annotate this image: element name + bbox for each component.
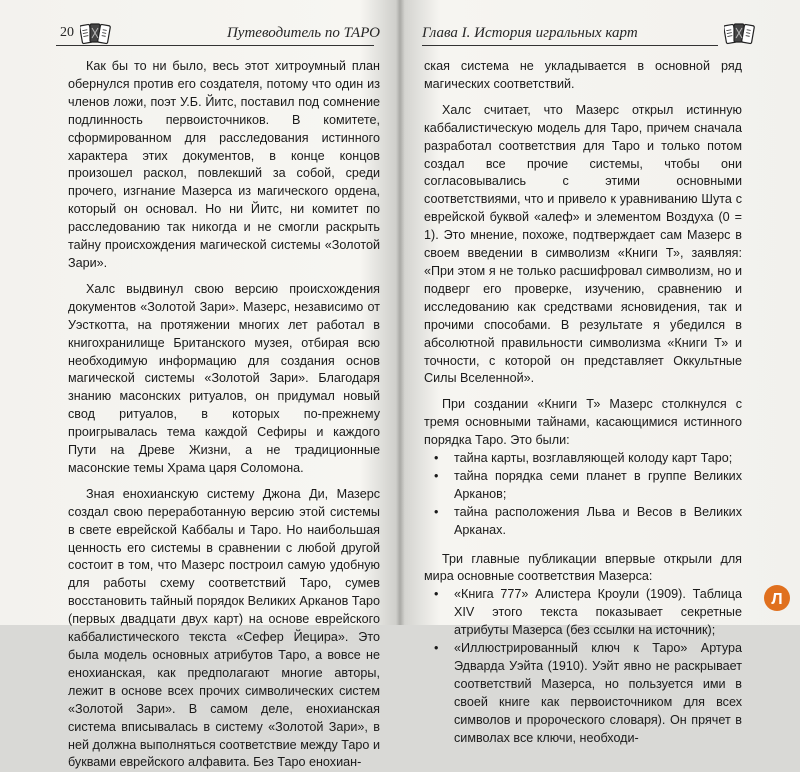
publisher-logo-icon — [762, 583, 792, 613]
left-body-text — [68, 58, 380, 772]
list-item: • тайна карты, возглавляющей колоду карт Таро; — [424, 450, 742, 468]
left-header-rule — [56, 45, 374, 46]
left-paragraph-2: Халс выдвинул свою версию происхождения документов «Золотой Зари». Мазерс, независимо от Уэсткотта, на протяжении многих лет работал в книгохранилище Британского музея, отбирая всю необходимую информацию для создания основ магической системы «Золотой Зари». Благодаря знанию масонских ритуалов, он придумал новый свод ритуалов, в которых по-прежнему проигрывалась тема каждой Сефиры и каждого Пути на Древе Жизни, а не традиционные масонские темы Храма царя Соломона. — [68, 281, 380, 475]
mysteries-list — [424, 450, 742, 540]
left-paragraph-3: Зная енохианскую систему Джона Ди, Мазерс создал свою переработанную версию этой системы в свете еврейской Каббалы и Таро. Но наибольшая ценность его системы в сравнении с любой другой состоит в том, что Мазерс построил самую удобную для работы схему соответствий Таро, сумев восстановить тайный порядок Великих Арканов Таро (первых двадцати двух карт) на основе еврейского каббалистического текста «Сефер Йецира». Это была модель основных атрибутов Таро, а вовсе не енохианская, как предполагают многие авторы, лежит в основе всех прочих символических систем «Золотой Зари». В самом деле, енохианская система вписывалась в систему «Золотой Зари», в ней должна выполняться соответствие между Таро и буквами еврейского алфавита. Без Таро енохиан- — [68, 486, 380, 770]
left-page-number: 20 — [60, 25, 74, 40]
logo-letter: Л — [771, 591, 783, 608]
publications-list — [424, 586, 742, 747]
right-continuation: ская система не укладывается в основной ряд магических соответствий. — [424, 59, 742, 91]
list-item: • «Книга 777» Алистера Кроули (1909). Таблица XIV этого текста показывает секретные атрибуты Мазерса (без ссылки на источник); — [424, 586, 742, 640]
tarot-cards-icon — [724, 22, 760, 46]
left-page — [0, 0, 398, 770]
right-running-title: Глава I. История игральных карт — [422, 25, 638, 41]
right-body-text — [424, 58, 742, 748]
right-paragraph-1: Халс считает, что Мазерс открыл истинную каббалистическую модель для Таро, причем сначала разработал соответствия для Таро и только потом создал все прочие системы, чтобы они согласовывались с этими основными соответствиями, что и привело к уравниванию Шута с еврейской буквой «алеф» и элементом Воздуха (0 = 1). Это мнение, похоже, подтверждает сам Мазерс в своем введении в символизм «Книги Т», заявляя: «При этом я не только расшифровал символизм, но и подверг его проверке, изучению, сравнению и исследованию как средствами ясновидения, так и прочими способами. В результате я убедился в абсолютной правильности символизма «Книги Т» и точности, с которой он представляет Оккультные Силы Вселенной». — [424, 102, 742, 386]
right-header-rule — [422, 45, 718, 46]
right-page — [402, 0, 800, 745]
list-item: • «Иллюстрированный ключ к Таро» Артура Эдварда Уэйта (1910). Уэйт явно не раскрывает соответствий Мазерса, но пользуется ими в своей книге как первоисточником для всех символов и пророческого словаря). Он прячет в символах все ключи, необходи- — [424, 640, 742, 747]
left-paragraph-1: Как бы то ни было, весь этот хитроумный план обернулся против его создателя, потому что один из членов ложи, поэт У.Б. Йитс, поставил под сомнение подлинность первоисточников. В комитете, сформированном для расследования истинного характера этих документов, в конце концов произошел раскол, повлекший за собой, среди прочего, изгнание Мазерса из магического ордена, который он основал. Но ни Йитс, ни комитет по расследованию так никогда и не смогли раскрыть тайну происхождения магической системы «Золотой Зари». — [68, 59, 380, 270]
right-paragraph-2: При создании «Книги Т» Мазерс столкнулся с тремя основными тайнами, касающимися истинного порядка Таро. Это были: — [424, 397, 742, 448]
right-running-head — [422, 25, 740, 47]
publications-intro: Три главные публикации впервые открыли для мира основные соответствия Мазерса: — [424, 551, 742, 584]
list-item: • тайна порядка семи планет в группе Великих Арканов; — [424, 468, 742, 504]
tarot-cards-icon — [80, 22, 116, 46]
left-running-title: Путеводитель по ТАРО — [226, 25, 380, 41]
list-item: • тайна расположения Льва и Весов в Великих Арканах. — [424, 504, 742, 540]
